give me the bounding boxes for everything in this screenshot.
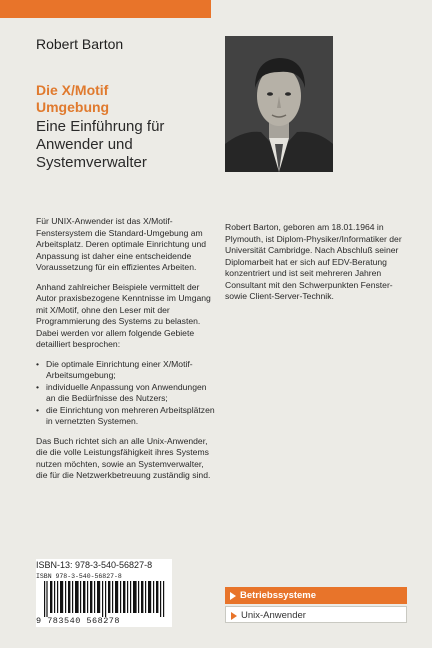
category-label: Unix-Anwender bbox=[241, 610, 306, 621]
description-audience: Das Buch richtet sich an alle Unix-Anwender, die die volle Leistungsfähigkeit ihres Systems nutzen möchten, sowie an Systemverwalter, die für die Netzwerkbetreuung zuständig sind. bbox=[36, 435, 211, 480]
topic-item: • Die optimale Einrichtung einer X/Motif-Arbeitsumgebung; bbox=[36, 359, 216, 382]
topic-list bbox=[36, 359, 216, 428]
category-label: Betriebssysteme bbox=[240, 590, 317, 601]
isbn-barcode-block bbox=[36, 559, 172, 627]
triangle-right-icon bbox=[230, 592, 236, 600]
author-photo bbox=[225, 36, 333, 172]
book-subtitle: Eine Einführung für Anwender und Systemverwalter bbox=[36, 118, 165, 171]
author-bio: Robert Barton, geboren am 18.01.1964 in Plymouth, ist Diplom-Physiker/Informatiker der Universität Cambridge. Nach Abschluß seiner Diplomarbeit hat er sich auf EDV-Beratung konzentriert und ist seit mehreren Jahren Consultant mit den Schwerpunkten Fenster- sowie Client-Server-Technik. bbox=[225, 222, 402, 301]
top-accent-bar bbox=[0, 0, 211, 18]
category-operating-systems bbox=[225, 587, 407, 604]
isbn-small-label: ISBN 978-3-540-56827-8 bbox=[36, 573, 122, 580]
topic-item: • die Einrichtung von mehreren Arbeitsplätzen in vernetzten Systemen. bbox=[36, 405, 216, 428]
description-intro: Für UNIX-Anwender ist das X/Motif-Fenstersystem die Standard-Umgebung am Arbeitsplatz. Deren optimale Einrichtung und Anpassung ist daher eine entscheidende Voraussetzung für ein effizientes Arbeiten. bbox=[36, 216, 207, 272]
triangle-right-icon bbox=[231, 612, 237, 620]
author-name: Robert Barton bbox=[36, 36, 124, 52]
isbn13-label: ISBN-13: 978-3-540-56827-8 bbox=[36, 560, 153, 570]
description-examples: Anhand zahlreicher Beispiele vermittelt der Autor praxisbezogene Kenntnisse im Umgang mit X/Motif, ohne den Leser mit der Programmierung des Systems zu belasten. Dabei werden vor allem folgende Gebiete detailliert besprochen: bbox=[36, 281, 211, 349]
category-unix-users bbox=[225, 606, 407, 623]
ean-number: 9 783540 568278 bbox=[36, 616, 121, 626]
book-title: Die X/Motif Umgebung bbox=[36, 82, 110, 115]
barcode-icon bbox=[44, 581, 170, 619]
topic-item: • individuelle Anpassung von Anwendungen an die Bedürfnisse des Nutzers; bbox=[36, 382, 216, 405]
book-description bbox=[36, 216, 216, 490]
